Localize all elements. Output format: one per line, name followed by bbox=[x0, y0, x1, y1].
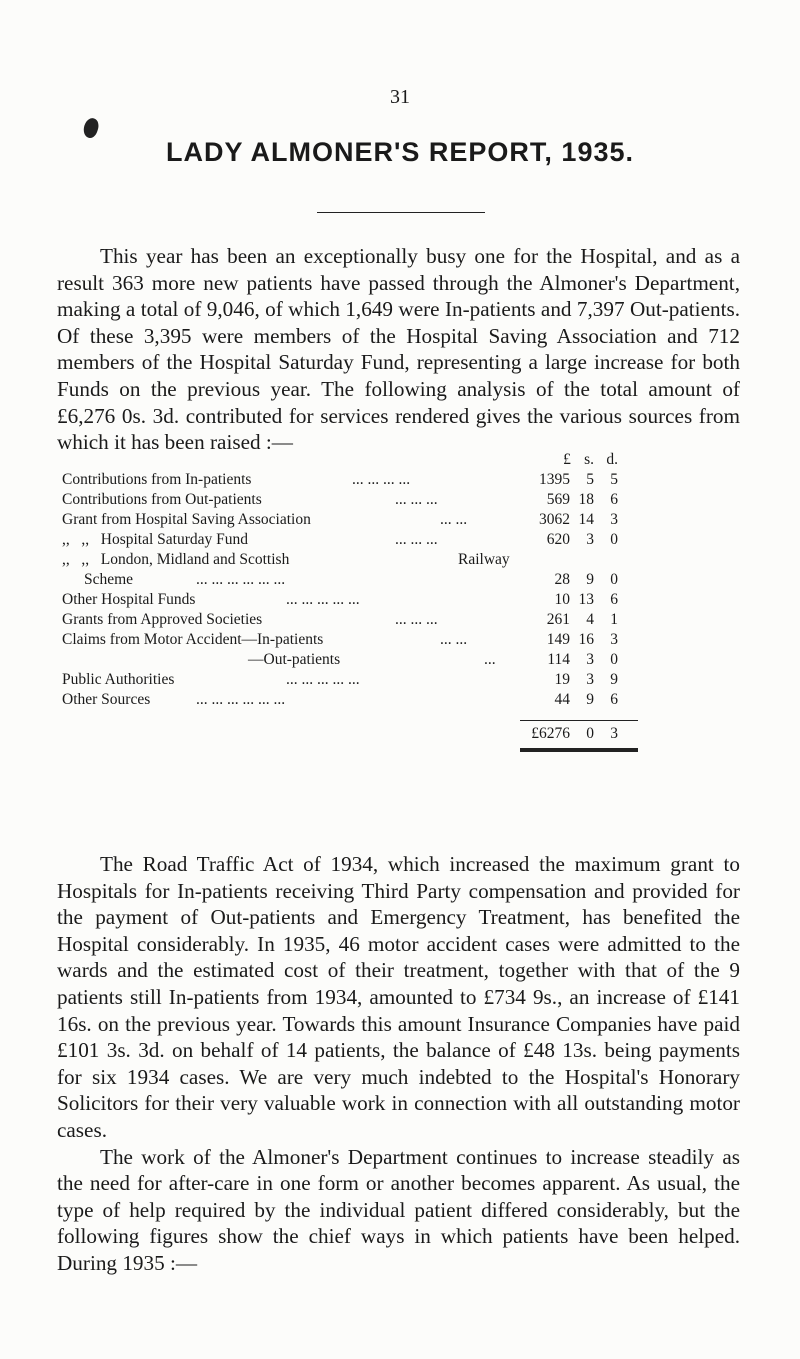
row-pence: 3 bbox=[610, 511, 618, 528]
row-shillings: 13 bbox=[578, 591, 594, 608]
row-pence: 1 bbox=[610, 611, 618, 628]
intro-paragraph bbox=[57, 243, 740, 456]
row-pence: 0 bbox=[610, 571, 618, 588]
row-shillings: 16 bbox=[578, 631, 594, 648]
row-label: Contributions from Out-patients bbox=[62, 491, 262, 508]
table-row bbox=[62, 630, 662, 650]
row-label: Public Authorities bbox=[62, 671, 175, 688]
leader-dots: ... ... bbox=[440, 511, 468, 528]
table-row bbox=[62, 650, 662, 670]
row-pounds: 19 bbox=[554, 671, 570, 688]
row-pounds: 261 bbox=[546, 611, 570, 628]
row-shillings: 4 bbox=[586, 611, 594, 628]
leader-dots: ... ... ... ... bbox=[352, 471, 411, 488]
row-label: Scheme bbox=[84, 571, 134, 588]
pence-header: d. bbox=[606, 451, 618, 468]
row-label: Grant from Hospital Saving Association bbox=[62, 511, 311, 528]
table-total-row bbox=[62, 724, 662, 744]
table-row bbox=[62, 670, 662, 690]
table-row bbox=[62, 550, 662, 570]
leader-dots: ... ... ... ... ... bbox=[286, 591, 360, 608]
leader-dots: ... ... ... bbox=[395, 611, 438, 628]
row-pence: 0 bbox=[610, 651, 618, 668]
row-label: Contributions from In-patients bbox=[62, 471, 252, 488]
row-pence: 3 bbox=[610, 631, 618, 648]
row-pounds: 149 bbox=[546, 631, 570, 648]
table-header bbox=[62, 450, 662, 470]
row-shillings: 18 bbox=[578, 491, 594, 508]
leader-dots: ... ... ... bbox=[395, 491, 438, 508]
table-row bbox=[62, 610, 662, 630]
total-pounds: £6276 bbox=[531, 725, 570, 742]
leader-dots: ... ... ... bbox=[395, 531, 438, 548]
row-pence: 9 bbox=[610, 671, 618, 688]
row-shillings: 3 bbox=[586, 531, 594, 548]
row-shillings: 3 bbox=[586, 651, 594, 668]
intro-text: This year has been an exceptionally busy one for the Hospital, and as a result 363 more new patients have passed through the Almoner's Department, making a total of 9,046, of which 1,649 were In-patients and 7,397 Out-patients. Of these 3,395 were members of the Hospital Saving Association and 712 members of the Hospital Saturday Fund, representing a large increase for both Funds on the previous year. The following analysis of the total amount of £6,276 0s. 3d. contributed for services rendered gives the various sources from which it has been raised :— bbox=[57, 244, 740, 455]
row-label: ,, ,, London, Midland and Scottish bbox=[62, 551, 290, 568]
row-pence: 6 bbox=[610, 491, 618, 508]
row-pence: 6 bbox=[610, 691, 618, 708]
pounds-header: £ bbox=[563, 451, 571, 468]
body-paragraphs bbox=[57, 851, 740, 1277]
road-traffic-paragraph: The Road Traffic Act of 1934, which increased the maximum grant to Hospitals for In-patients receiving Third Party compensation and provided for the payment of Out-patients and Emergency Treatment, has benefited the Hospital considerably. In 1935, 46 motor accident cases were admitted to the wards and the estimated cost of their treatment, together with that of the 9 patients still In-patients from 1934, amounted to £734 9s., an increase of £141 16s. on the previous year. Towards this amount Insurance Companies have paid £101 3s. 3d. on behalf of 14 patients, the balance of £48 13s. being payments for six 1934 cases. We are very much indebted to the Hospital's Honorary Solicitors for their very valuable work in connection with all outstanding motor cases. bbox=[57, 852, 740, 1142]
almoner-work-paragraph: The work of the Almoner's Department continues to increase steadily as the need for after-care in one form or another becomes apparent. As usual, the type of help required by the individual patient differed considerably, but the following figures show the chief ways in which patients have been helped. During 1935 :— bbox=[57, 1144, 740, 1275]
row-label: ,, ,, Hospital Saturday Fund bbox=[62, 531, 248, 548]
total-double-rule bbox=[520, 748, 638, 752]
row-label: Other Sources bbox=[62, 691, 151, 708]
row-pounds: 620 bbox=[546, 531, 570, 548]
total-shillings: 0 bbox=[586, 725, 594, 742]
row-pence: 6 bbox=[610, 591, 618, 608]
leader-dots: ... ... ... ... ... bbox=[286, 671, 360, 688]
title-divider bbox=[317, 212, 485, 213]
leader-dots: ... ... ... ... ... ... bbox=[196, 691, 286, 708]
row-pounds: 28 bbox=[554, 571, 570, 588]
row-label: Grants from Approved Societies bbox=[62, 611, 263, 628]
row-pounds: 3062 bbox=[539, 511, 570, 528]
row-pence: 0 bbox=[610, 531, 618, 548]
row-label-continued: Railway bbox=[458, 551, 510, 568]
row-shillings: 3 bbox=[586, 671, 594, 688]
sum-rule bbox=[520, 720, 638, 721]
table-row bbox=[62, 590, 662, 610]
table-row bbox=[62, 490, 662, 510]
row-label: Other Hospital Funds bbox=[62, 591, 196, 608]
table-row bbox=[62, 690, 662, 710]
table-row bbox=[62, 510, 662, 530]
report-title: LADY ALMONER'S REPORT, 1935. bbox=[165, 137, 634, 167]
table-row bbox=[62, 470, 662, 490]
table-row bbox=[62, 570, 662, 590]
leader-dots: ... ... ... ... ... ... bbox=[196, 571, 286, 588]
total-pence: 3 bbox=[610, 725, 618, 742]
row-label: Claims from Motor Accident—In-patients bbox=[62, 631, 324, 648]
row-shillings: 14 bbox=[578, 511, 594, 528]
row-label: —Out-patients bbox=[248, 651, 341, 668]
table-row bbox=[62, 530, 662, 550]
row-pence: 5 bbox=[610, 471, 618, 488]
row-pounds: 10 bbox=[554, 591, 570, 608]
row-shillings: 9 bbox=[586, 691, 594, 708]
row-pounds: 1395 bbox=[539, 471, 570, 488]
page-number: 31 bbox=[390, 86, 410, 108]
row-pounds: 44 bbox=[554, 691, 570, 708]
row-pounds: 569 bbox=[546, 491, 570, 508]
shillings-header: s. bbox=[584, 451, 594, 468]
leader-dots: ... bbox=[484, 651, 496, 668]
row-shillings: 9 bbox=[586, 571, 594, 588]
leader-dots: ... ... bbox=[440, 631, 468, 648]
row-shillings: 5 bbox=[586, 471, 594, 488]
row-pounds: 114 bbox=[547, 651, 570, 668]
